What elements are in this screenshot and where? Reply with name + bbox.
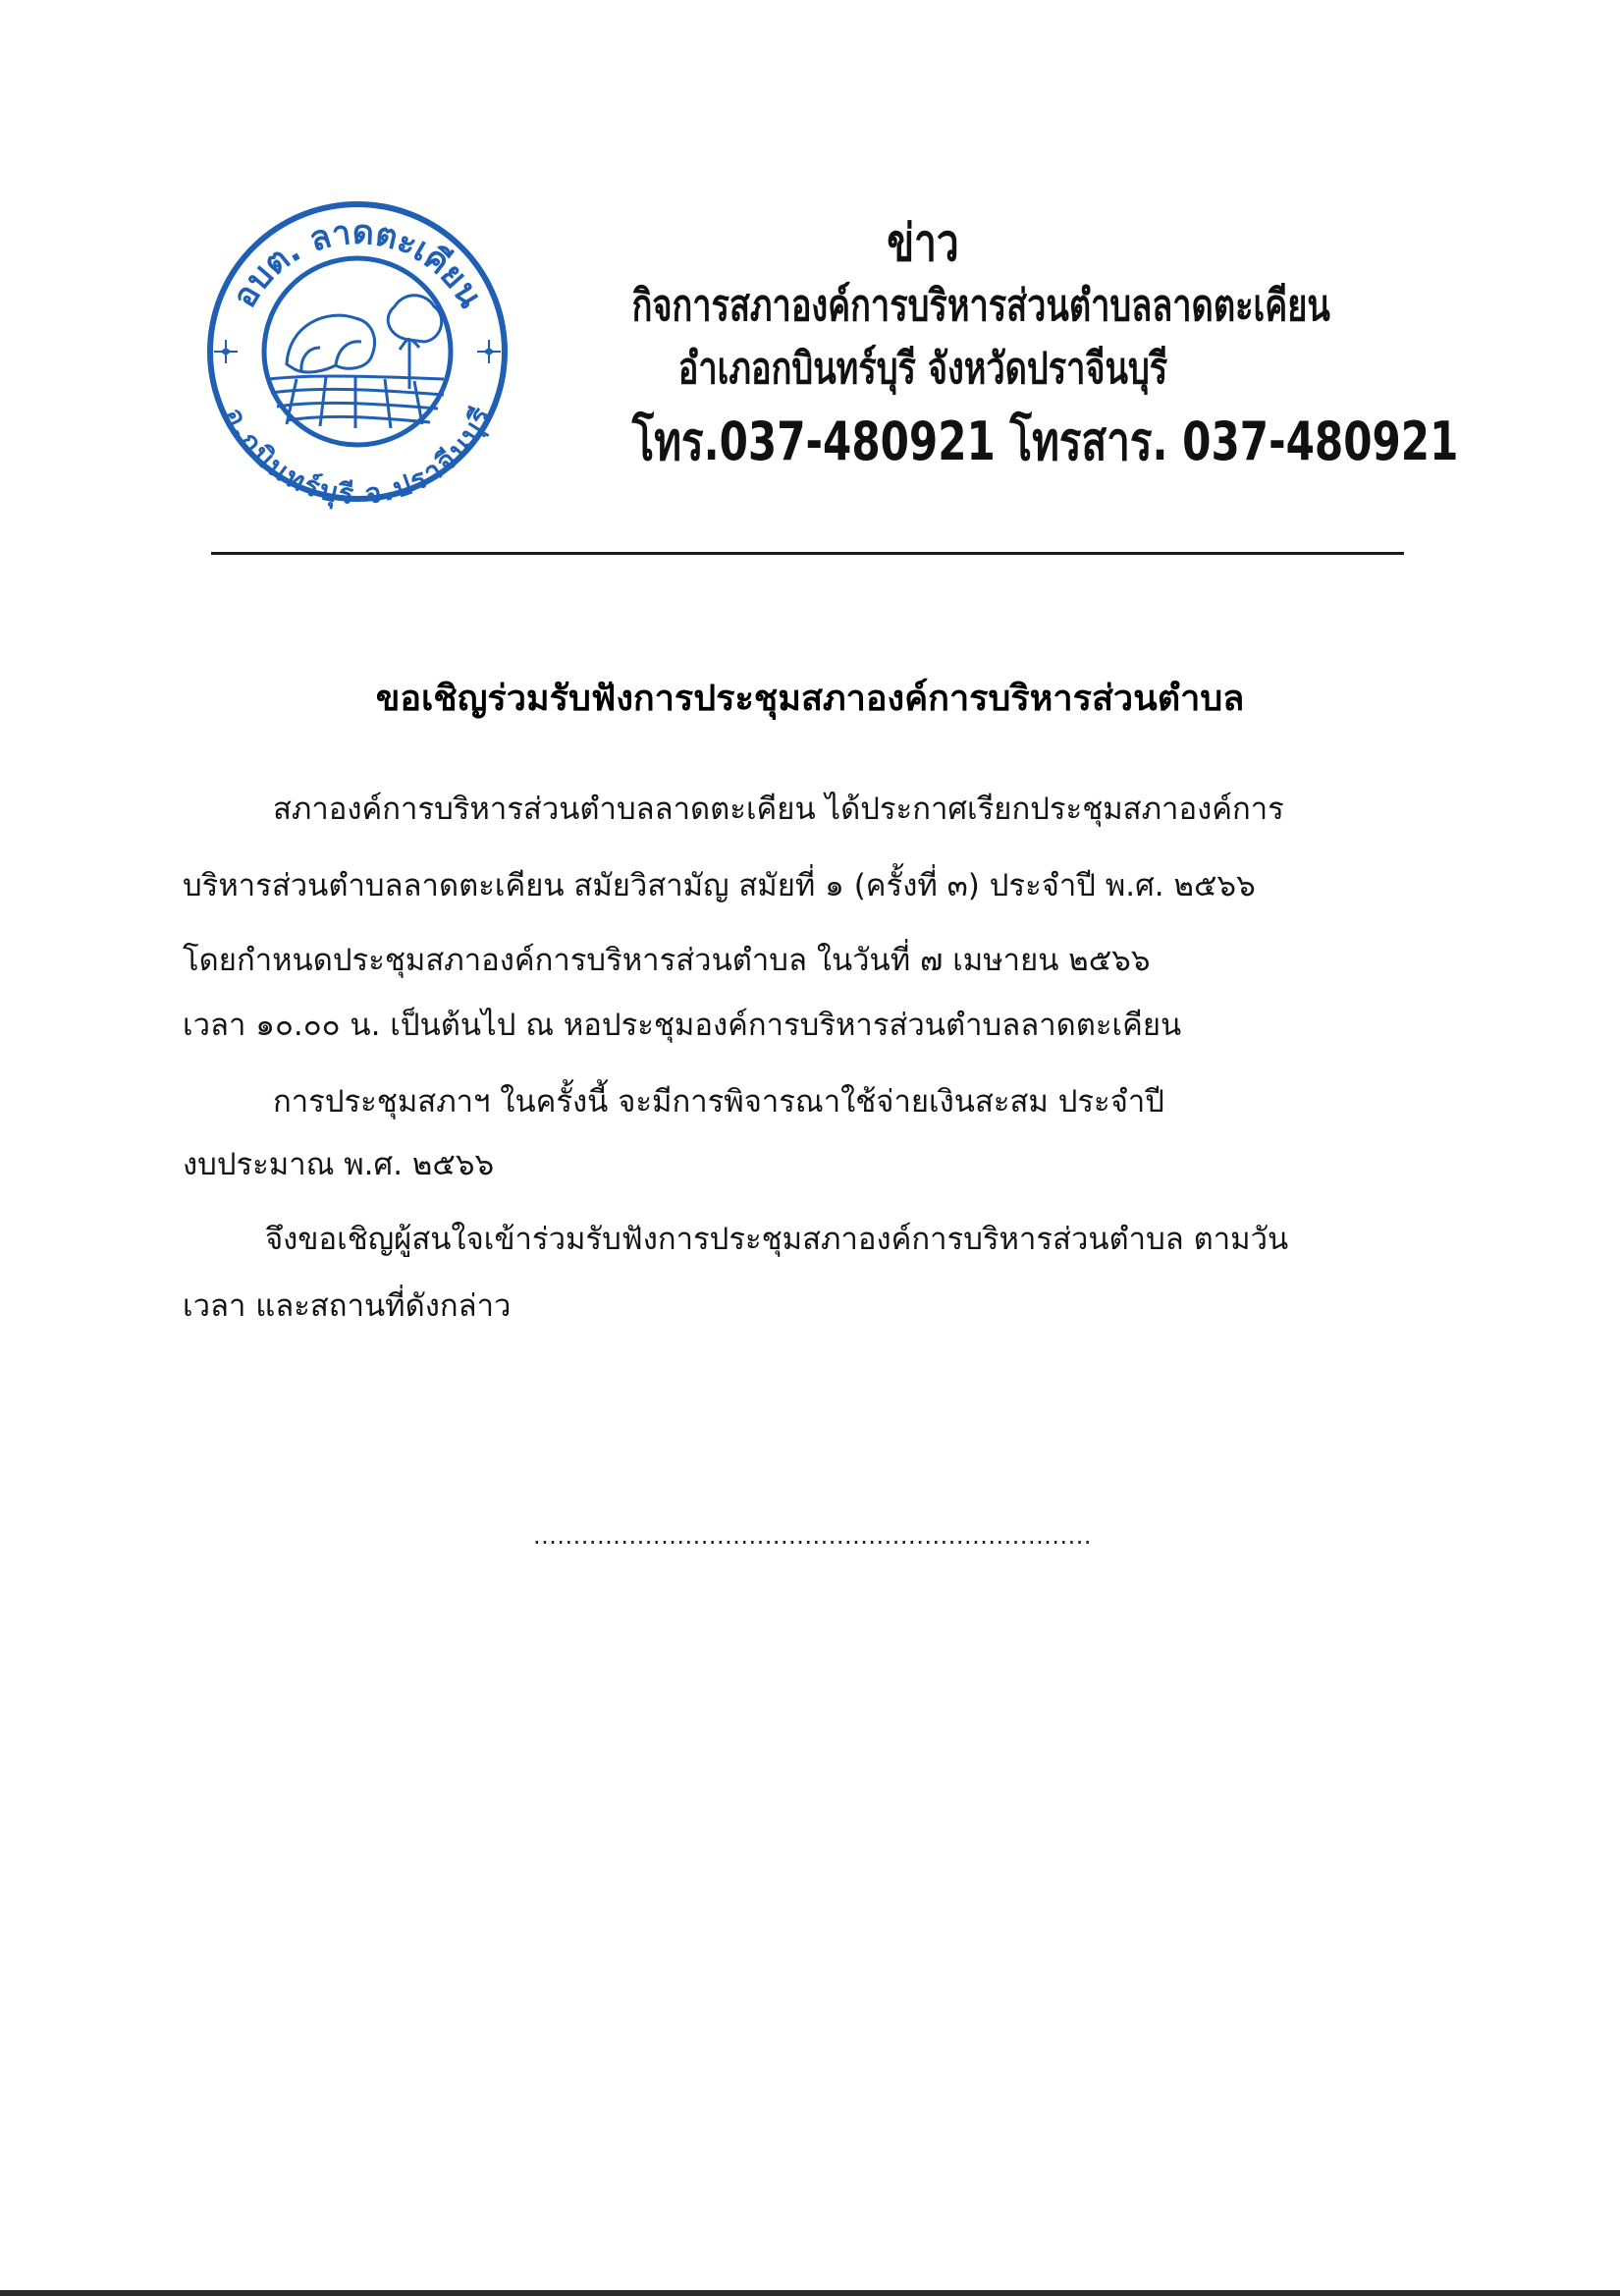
body-line-2: บริหารส่วนตำบลลาดตะเคียน สมัยวิสามัญ สมัยที่ ๑ (ครั้งที่ ๓) ประจำปี พ.ศ. ๒๕๖๖ (183, 868, 1256, 903)
letterhead-phone-fax: โทร.037-480921 โทรสาร. 037-480921 (631, 410, 1459, 472)
body-line-3: โดยกำหนดประชุมสภาองค์การบริหารส่วนตำบล ในวันที่ ๗ เมษายน ๒๕๖๖ (183, 943, 1151, 978)
letterhead (631, 211, 1459, 482)
letterhead-district: อำเภอกบินทร์บุรี จังหวัดปราจีนบุรี (677, 344, 1168, 394)
body-line-8: เวลา และสถานที่ดังกล่าว (183, 1288, 512, 1324)
seal-star-icons (214, 340, 501, 363)
body-line-7: จึงขอเชิญผู้สนใจเข้าร่วมรับฟังการประชุมสภาองค์การบริหารส่วนตำบล ตามวัน (265, 1222, 1289, 1257)
letterhead-title: ข่าว (887, 214, 959, 273)
seal-bottom-text: อ.กบินทร์บุรี จ.ปราจีนบุรี (217, 402, 498, 511)
header-divider (211, 552, 1404, 555)
seal-emblem-icon (269, 296, 444, 428)
body-line-1: สภาองค์การบริหารส่วนตำบลลาดตะเคียน ได้ประกาศเรียกประชุมสภาองค์การ (273, 792, 1284, 827)
letterhead-organization: กิจการสภาองค์การบริหารส่วนตำบลลาดตะเคียน (631, 281, 1330, 331)
body-line-4: เวลา ๑๐.๐๐ น. เป็นต้นไป ณ หอประชุมองค์การบริหารส่วนตำบลลาดตะเคียน (183, 1008, 1182, 1043)
sao-seal-icon (198, 192, 517, 512)
scan-bottom-edge (0, 2290, 1620, 2296)
body-line-5: การประชุมสภาฯ ในครั้งนี้ จะมีการพิจารณาใช้จ่ายเงินสะสม ประจำปี (273, 1084, 1164, 1120)
signature-dotted-line: ...................................................................... (533, 1522, 1093, 1550)
document-title: ขอเชิญร่วมรับฟังการประชุมสภาองค์การบริหารส่วนตำบล (375, 679, 1245, 719)
body-line-6: งบประมาณ พ.ศ. ๒๕๖๖ (183, 1147, 495, 1182)
seal-top-text: อบต. ลาดตะเคียน (224, 212, 491, 315)
